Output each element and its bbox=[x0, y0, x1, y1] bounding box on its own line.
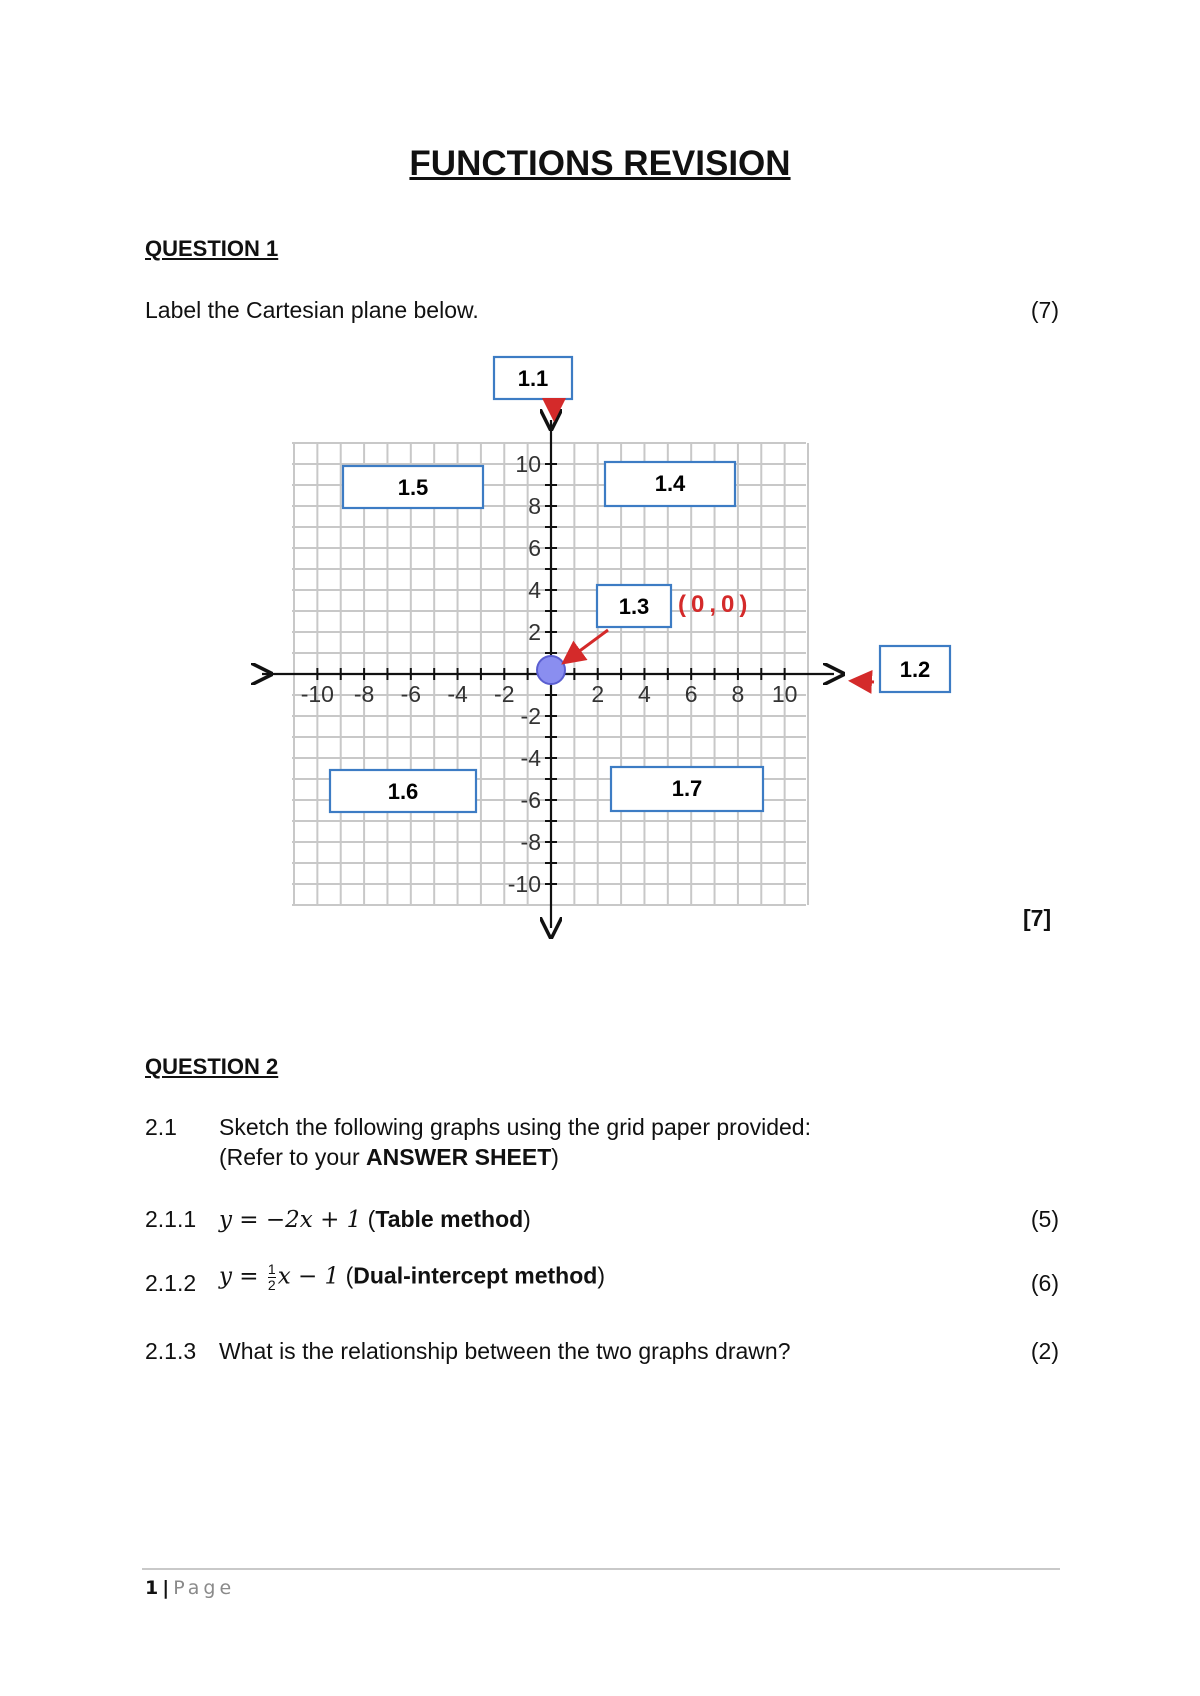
y-tick-label: -6 bbox=[520, 787, 541, 813]
x-tick-label: -8 bbox=[353, 681, 375, 707]
q2-1-3-marks: (2) bbox=[1030, 1338, 1059, 1364]
page-title: FUNCTIONS REVISION bbox=[409, 144, 791, 183]
label-box-1-1 bbox=[494, 357, 572, 399]
q2-1-1-number: 2.1.1 bbox=[145, 1206, 197, 1232]
q2-1-2-number: 2.1.2 bbox=[145, 1270, 197, 1296]
x-tick-label: 4 bbox=[638, 681, 651, 707]
svg-text:1.6: 1.6 bbox=[387, 779, 419, 804]
page-number: 1 bbox=[145, 1577, 159, 1599]
q2-1-2-marks: (6) bbox=[1030, 1270, 1059, 1296]
question-2-heading: QUESTION 2 bbox=[145, 1054, 279, 1079]
y-tick-label: -10 bbox=[507, 871, 541, 897]
svg-text:1.3: 1.3 bbox=[618, 594, 650, 619]
equation-2-1-2-rhs: x − 1 bbox=[277, 1263, 340, 1290]
svg-text:1.5: 1.5 bbox=[397, 475, 429, 500]
y-tick-label: 2 bbox=[528, 619, 541, 645]
q2-1-1-marks: (5) bbox=[1030, 1206, 1059, 1232]
svg-text:1.4: 1.4 bbox=[654, 471, 686, 496]
q2-1-1-text bbox=[219, 1206, 531, 1233]
label-box-1-2 bbox=[880, 646, 950, 692]
origin-dot bbox=[537, 656, 565, 684]
q2-1-number: 2.1 bbox=[145, 1114, 177, 1140]
q2-1-3-text: What is the relationship between the two graphs drawn? bbox=[219, 1338, 791, 1364]
equation-2-1-2-lhs: y = bbox=[219, 1263, 266, 1290]
reference-suffix: ) bbox=[551, 1144, 559, 1170]
question-1-marks: (7) bbox=[1030, 297, 1059, 323]
y-tick-label: -8 bbox=[520, 829, 541, 855]
paren-close: ) bbox=[597, 1262, 605, 1289]
x-tick-label: 2 bbox=[591, 681, 605, 707]
paren-close: ) bbox=[523, 1206, 531, 1232]
equation-2-1-1: y = −2x + 1 bbox=[219, 1207, 362, 1233]
svg-text:1.2: 1.2 bbox=[899, 657, 931, 682]
svg-text:1.7: 1.7 bbox=[671, 776, 703, 801]
q2-1-2-text bbox=[219, 1262, 605, 1293]
q2-1-3-number: 2.1.3 bbox=[145, 1338, 197, 1364]
label-box-1-4 bbox=[605, 462, 735, 506]
x-tick-label: 10 bbox=[771, 681, 798, 707]
reference-prefix: (Refer to your bbox=[219, 1144, 366, 1170]
y-tick-label: 8 bbox=[528, 493, 541, 519]
fraction-denominator: 2 bbox=[267, 1277, 276, 1293]
question-1-heading: QUESTION 1 bbox=[145, 236, 279, 261]
label-box-1-5 bbox=[343, 466, 483, 508]
method-2-1-1: Table method bbox=[375, 1206, 524, 1232]
x-tick-label: 6 bbox=[684, 681, 698, 707]
question-1-total: [7] bbox=[1023, 905, 1052, 931]
arrow-1-2 bbox=[854, 681, 874, 682]
paren-open: ( bbox=[339, 1262, 354, 1289]
label-box-1-3 bbox=[597, 585, 671, 627]
method-2-1-2: Dual-intercept method bbox=[353, 1262, 598, 1289]
x-tick-label: -4 bbox=[447, 681, 468, 707]
origin-coordinate-label: (0,0) bbox=[678, 591, 753, 618]
q2-1-instruction: Sketch the following graphs using the grid paper provided: bbox=[219, 1114, 811, 1140]
cartesian-plane bbox=[0, 340, 1200, 940]
origin-arrow bbox=[566, 630, 608, 661]
x-tick-label: 8 bbox=[731, 681, 745, 707]
x-tick-label: -6 bbox=[400, 681, 422, 707]
page-label: Page bbox=[173, 1577, 236, 1599]
x-tick-label: -2 bbox=[494, 681, 515, 707]
y-tick-label: 6 bbox=[528, 535, 541, 561]
x-tick-label: -10 bbox=[300, 681, 334, 707]
page-footer bbox=[145, 1577, 235, 1599]
label-box-1-7 bbox=[611, 767, 763, 811]
footer-separator: | bbox=[162, 1577, 170, 1599]
y-tick-label: -4 bbox=[520, 745, 541, 771]
fraction-numerator: 1 bbox=[267, 1261, 276, 1277]
y-tick-label: -2 bbox=[520, 703, 541, 729]
svg-text:1.1: 1.1 bbox=[517, 366, 549, 391]
paren-open: ( bbox=[361, 1206, 376, 1232]
y-tick-label: 10 bbox=[515, 451, 541, 477]
question-1-instruction: Label the Cartesian plane below. bbox=[145, 297, 479, 323]
footer-divider bbox=[142, 1568, 1060, 1570]
q2-1-reference bbox=[219, 1144, 559, 1171]
answer-sheet-label: ANSWER SHEET bbox=[366, 1144, 552, 1170]
y-tick-label: 4 bbox=[528, 577, 541, 603]
label-box-1-6 bbox=[330, 770, 476, 812]
fraction-one-half bbox=[268, 1262, 276, 1293]
